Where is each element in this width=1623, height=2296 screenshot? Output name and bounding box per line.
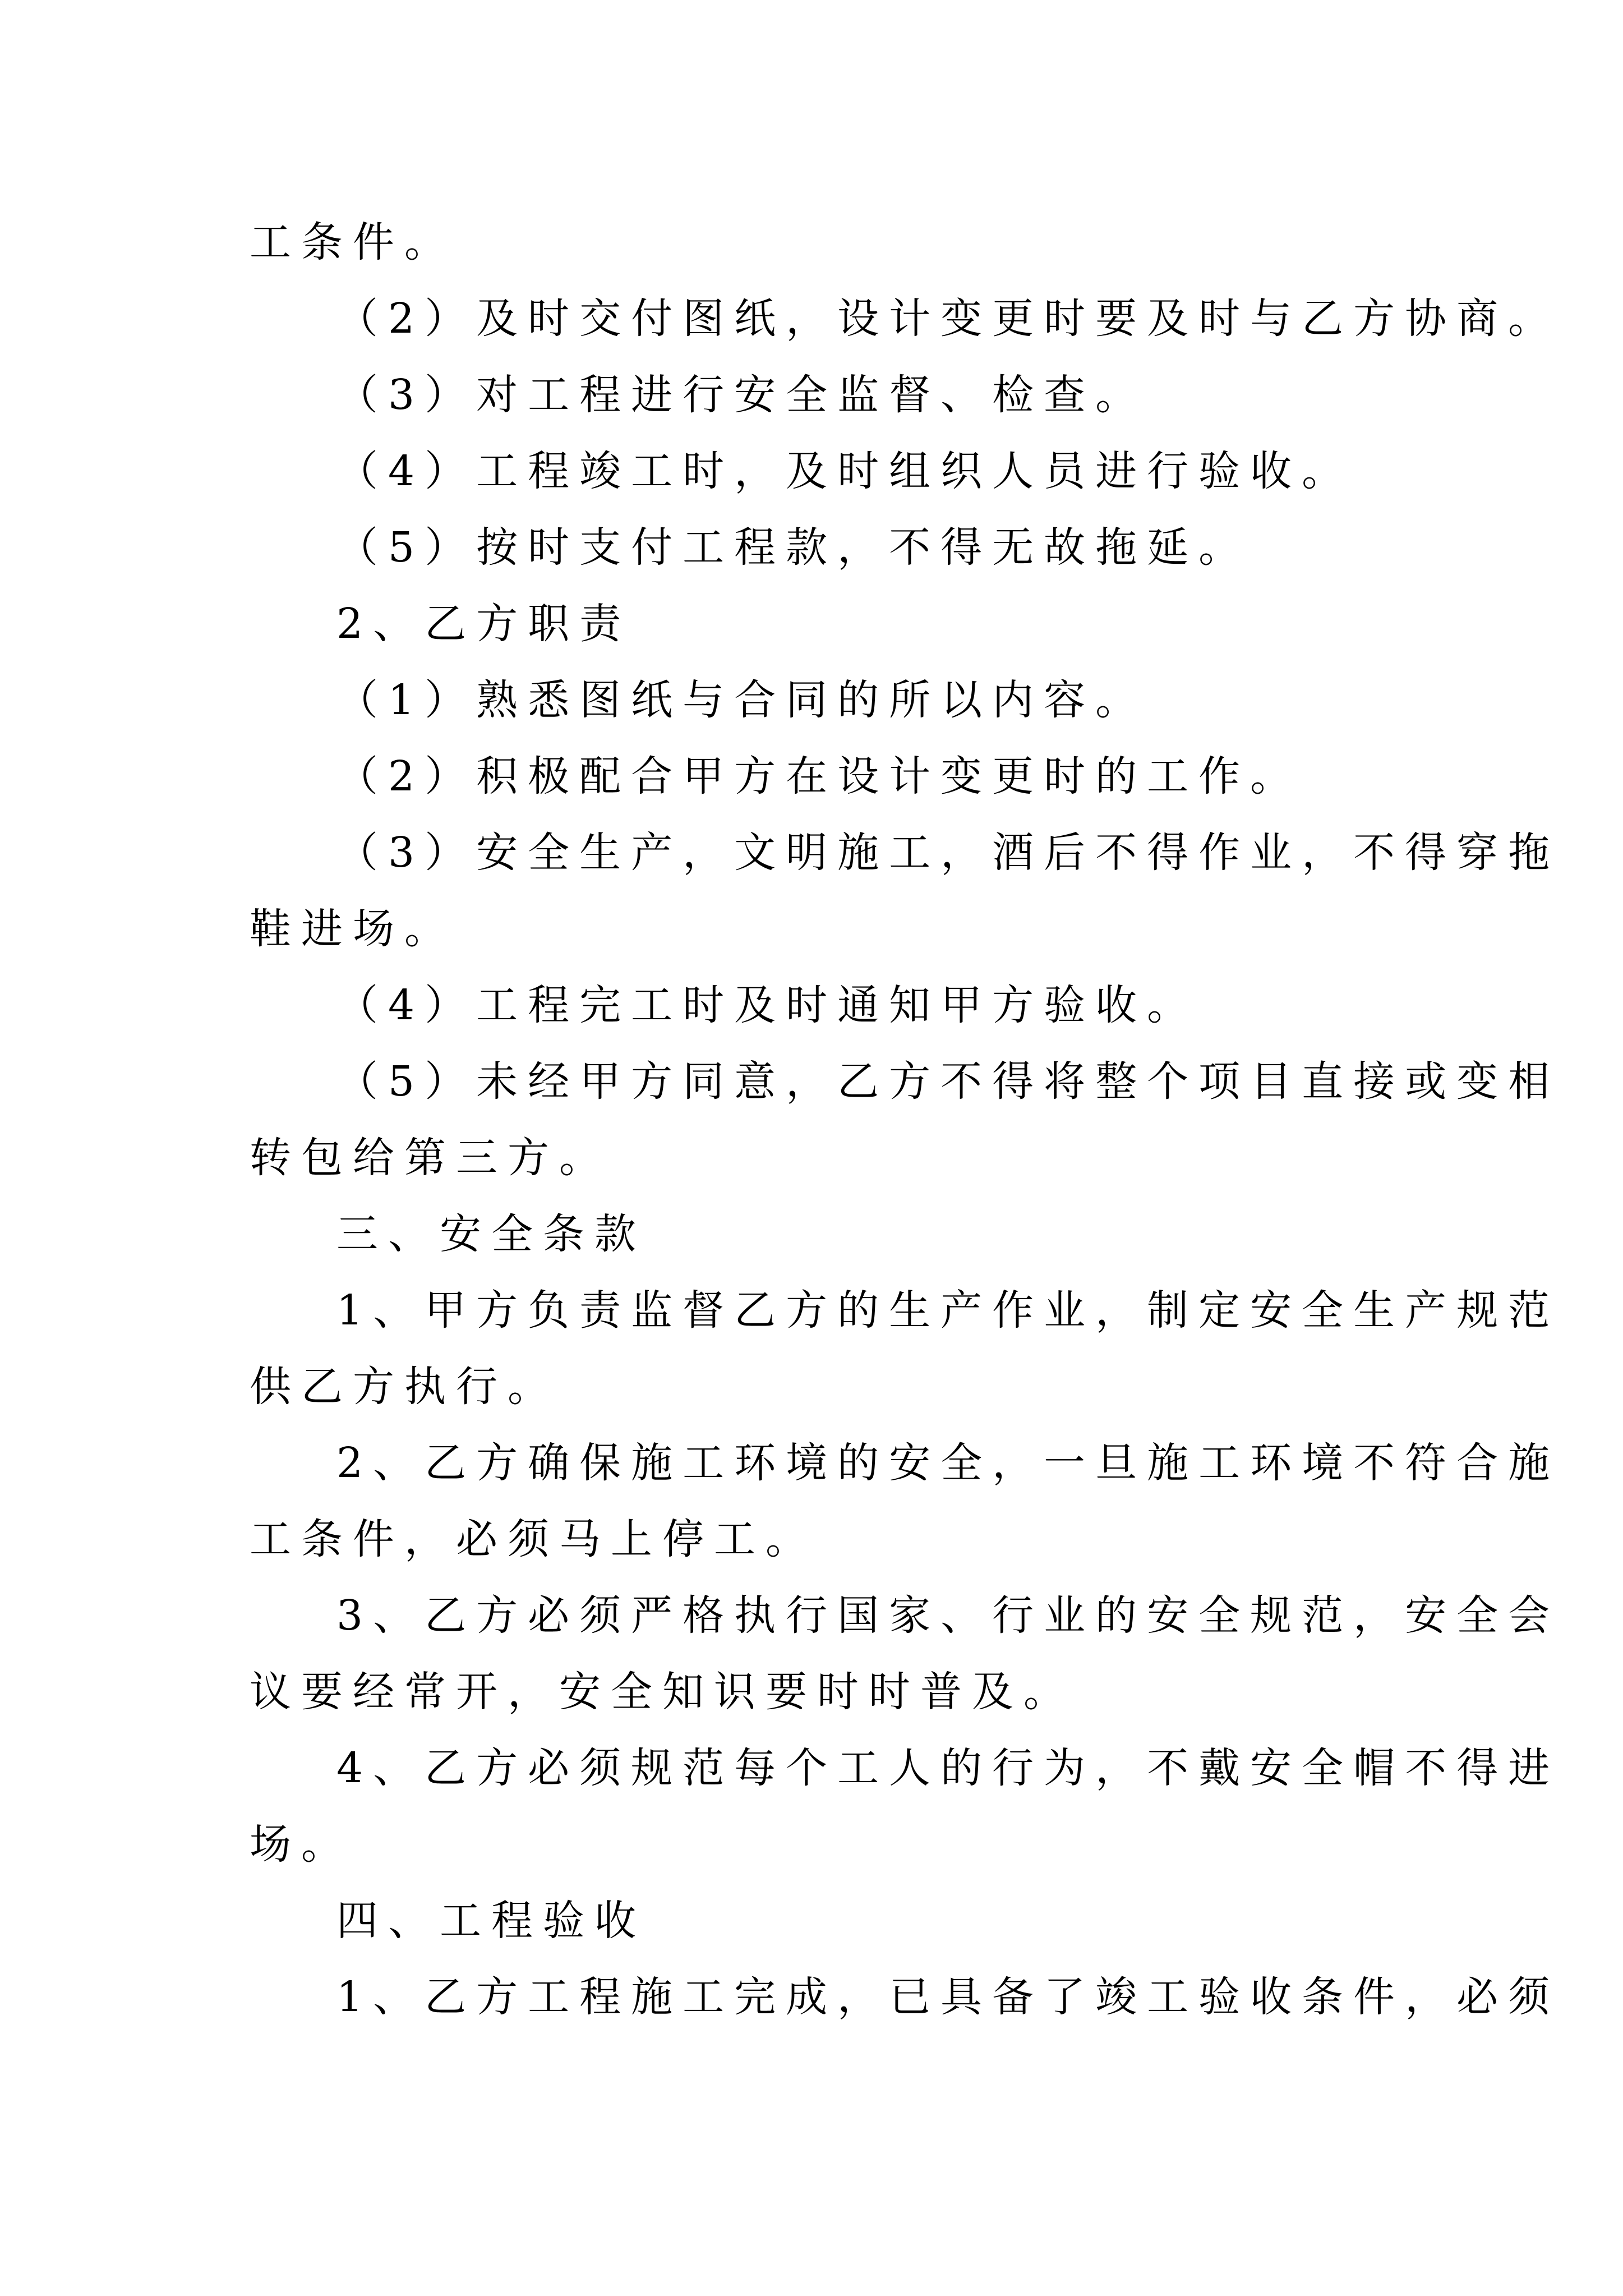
text-line: 3、乙方必须严格执行国家、行业的安全规范，安全会 (336, 1591, 1560, 1640)
text-line: 议要经常开，安全知识要时时普及。 (250, 1668, 1075, 1716)
section-heading: 三、安全条款 (336, 1210, 646, 1258)
text-line: （2）及时交付图纸，设计变更时要及时与乙方协商。 (336, 295, 1560, 343)
text-line: （3）安全生产，文明施工，酒后不得作业，不得穿拖 (336, 829, 1560, 877)
text-line: （4）工程竣工时，及时组织人员进行验收。 (336, 447, 1354, 495)
text-line: 供乙方执行。 (250, 1363, 559, 1411)
section-subheading: 2、乙方职责 (336, 600, 631, 648)
text-line: （1）熟悉图纸与合同的所以内容。 (336, 676, 1147, 724)
text-line: 工条件，必须马上停工。 (250, 1515, 817, 1563)
text-line: 4、乙方必须规范每个工人的行为，不戴安全帽不得进 (336, 1744, 1560, 1792)
text-line: 场。 (250, 1820, 353, 1869)
text-line: （3）对工程进行安全监督、检查。 (336, 371, 1147, 419)
text-line: （2）积极配合甲方在设计变更时的工作。 (336, 752, 1302, 800)
text-line: 转包给第三方。 (250, 1134, 611, 1182)
text-line: 鞋进场。 (250, 905, 456, 953)
text-line: 1、甲方负责监督乙方的生产作业，制定安全生产规范 (336, 1286, 1560, 1335)
text-line: 工条件。 (250, 218, 456, 266)
section-heading: 四、工程验收 (336, 1897, 646, 1945)
text-line: （5）未经甲方同意，乙方不得将整个项目直接或变相 (336, 1057, 1560, 1106)
text-line: 1、乙方工程施工完成，已具备了竣工验收条件，必须 (336, 1973, 1560, 2021)
text-line: （5）按时支付工程款，不得无故拖延。 (336, 523, 1251, 572)
text-line: （4）工程完工时及时通知甲方验收。 (336, 981, 1199, 1029)
text-line: 2、乙方确保施工环境的安全，一旦施工环境不符合施 (336, 1439, 1560, 1487)
